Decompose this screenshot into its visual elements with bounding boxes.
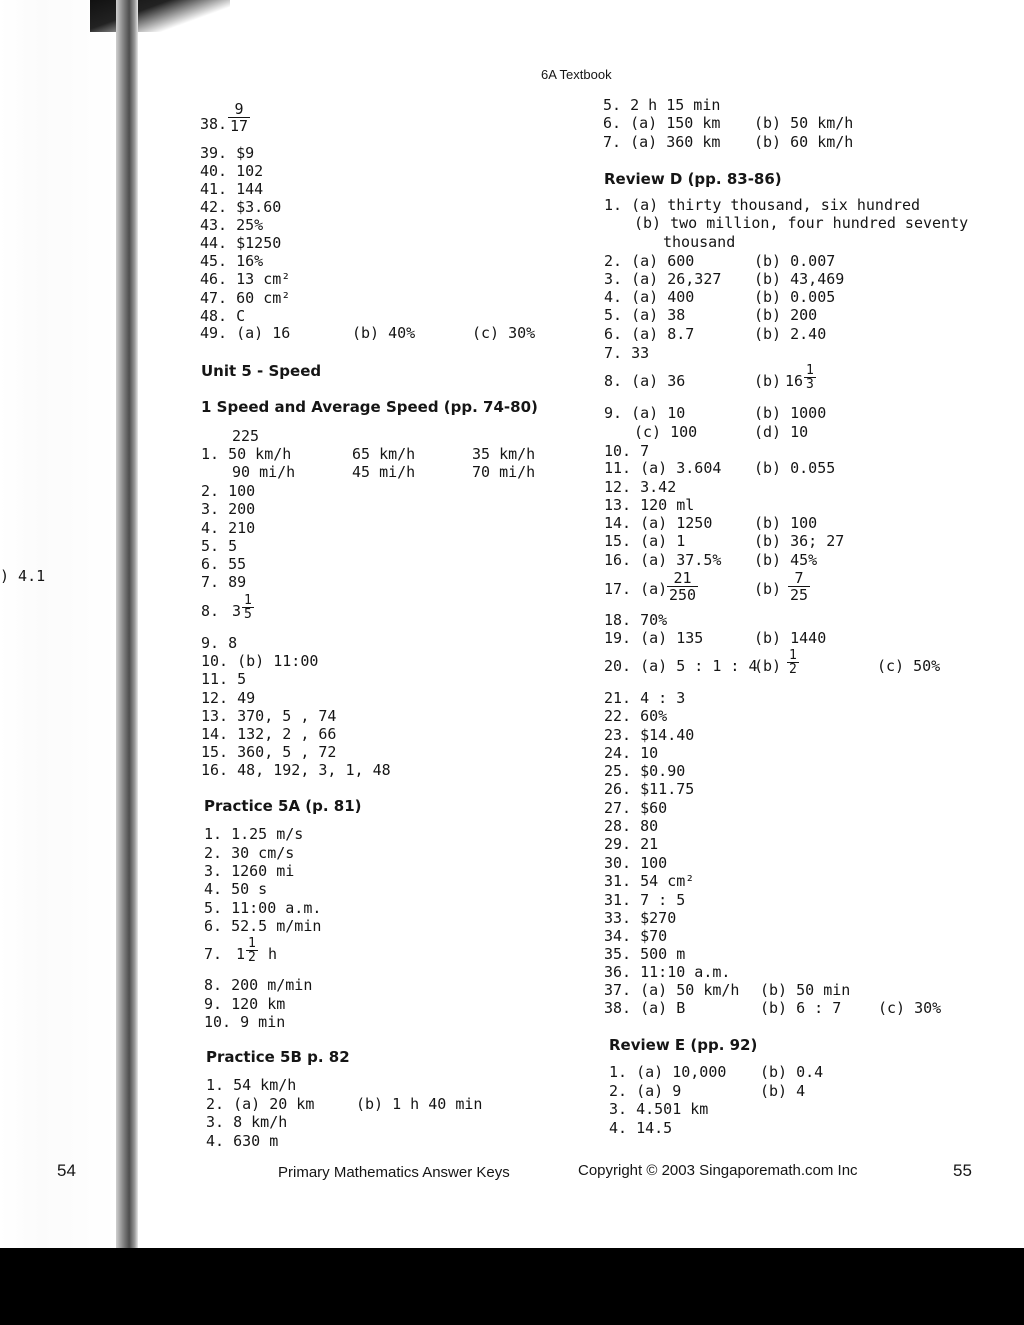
list-item-c: (c) 30%	[878, 999, 942, 1017]
list-item-b: (b) 6 : 7	[760, 999, 842, 1017]
numerator: 9	[234, 100, 244, 118]
footer-left-text: Primary Mathematics Answer Keys	[278, 1164, 510, 1181]
denominator: 5	[244, 607, 252, 622]
answer-7-whole: 1	[236, 945, 246, 963]
answer-20-b-fraction	[787, 649, 799, 676]
list-item: 5. 2 h 15 min	[603, 96, 721, 114]
binding-shadow	[90, 0, 230, 32]
list-item: 41. 144	[200, 180, 264, 198]
list-item: 22. 60%	[604, 707, 668, 725]
list-item: 1. (a) 10,000	[609, 1063, 727, 1081]
list-item: 10. 9 min	[204, 1013, 286, 1031]
list-item-b: (b) 1 h 40 min	[356, 1095, 483, 1113]
answer-8-b-fraction	[804, 364, 816, 391]
answer-7-unit: h	[268, 945, 278, 963]
list-item: 7. 89	[201, 573, 247, 591]
answer-1-row2-col2: 45 mi/h	[352, 463, 416, 481]
list-item: 10. (b) 11:00	[201, 652, 319, 670]
list-item: 16. (a) 37.5%	[604, 551, 722, 569]
list-item: 33. $270	[604, 909, 677, 927]
list-item: 15. (a) 1	[604, 532, 686, 550]
list-item: 25. $0.90	[604, 762, 686, 780]
list-item: 24. 10	[604, 744, 659, 762]
list-item: 38. (a) B	[604, 999, 686, 1017]
answer-1-col1: 1. 50 km/h	[201, 445, 292, 463]
list-item-c: (c) 100	[634, 423, 698, 441]
list-item: 4. (a) 400	[604, 288, 695, 306]
list-item-cont: (b) two million, four hundred seventy	[634, 214, 969, 232]
answer-38-label: 38.	[200, 115, 228, 133]
list-item-cont: thousand	[663, 233, 736, 251]
list-item-b: (b) 0.055	[754, 459, 836, 477]
answer-8-a: 8. (a) 36	[604, 372, 686, 390]
list-item: 5. 5	[201, 537, 238, 555]
denominator: 2	[789, 662, 797, 677]
scan-bottom-edge	[0, 1248, 1024, 1325]
answer-1-col2: 65 km/h	[352, 445, 416, 463]
list-item: 30. 100	[604, 854, 668, 872]
unit-title: Unit 5 - Speed	[201, 362, 322, 380]
list-item: 14. 132, 2 , 66	[201, 725, 337, 743]
list-item: 11. (a) 3.604	[604, 459, 722, 477]
list-item: 10. 7	[604, 442, 650, 460]
answer-1-row2-col1: 90 mi/h	[232, 463, 296, 481]
list-item: 13. 370, 5 , 74	[201, 707, 337, 725]
list-item: 47. 60 cm²	[200, 289, 291, 307]
list-item: 2. (a) 9	[609, 1082, 682, 1100]
answer-20-a: 20. (a) 5 : 1 : 4	[604, 657, 758, 675]
list-item: 15. 360, 5 , 72	[201, 743, 337, 761]
list-item: 4. 630 m	[206, 1132, 279, 1150]
list-item: 4. 50 s	[204, 880, 268, 898]
denominator: 17	[230, 117, 249, 135]
answer-1-col3: 35 km/h	[472, 445, 536, 463]
list-item: 1. (a) thirty thousand, six hundred	[604, 196, 921, 214]
list-item: 45. 16%	[200, 252, 264, 270]
list-item: 21. 4 : 3	[604, 689, 686, 707]
list-item-b: (b) 50 km/h	[754, 114, 854, 132]
answer-7-fraction	[246, 937, 258, 964]
list-item: 5. (a) 38	[604, 306, 686, 324]
list-item: 6. (a) 150 km	[603, 114, 721, 132]
denominator: 25	[790, 586, 809, 604]
numerator: 7	[794, 569, 804, 587]
answer-17-b-label: (b)	[754, 580, 782, 598]
list-item: 34. $70	[604, 927, 668, 945]
denominator: 250	[669, 586, 697, 604]
answer-8-fraction	[242, 594, 254, 621]
list-item-b: (b) 1000	[754, 404, 827, 422]
numerator: 21	[673, 569, 692, 587]
footer-copyright: Copyright © 2003 Singaporemath.com Inc	[578, 1162, 858, 1179]
numerator: 1	[806, 363, 814, 378]
page-number-left: 54	[57, 1161, 76, 1180]
list-item: 40. 102	[200, 162, 264, 180]
list-item: 2. 30 cm/s	[204, 844, 295, 862]
list-item: 9. (a) 10	[604, 404, 686, 422]
answer-49-a: 49. (a) 16	[200, 324, 291, 342]
list-item: 23. $14.40	[604, 726, 695, 744]
list-item-b: (b) 36; 27	[754, 532, 845, 550]
numerator: 1	[248, 936, 256, 951]
section-title: Review E (pp. 92)	[609, 1036, 758, 1054]
answer-1-top: 225	[232, 427, 260, 445]
list-item: 6. (a) 8.7	[604, 325, 695, 343]
list-item: 27. $60	[604, 799, 668, 817]
answer-49-c: (c) 30%	[472, 324, 536, 342]
list-item: 9. 120 km	[204, 995, 286, 1013]
list-item: 3. 1260 mi	[204, 862, 295, 880]
list-item: 3. 4.501 km	[609, 1100, 709, 1118]
list-item: 43. 25%	[200, 216, 264, 234]
list-item: 26. $11.75	[604, 780, 695, 798]
list-item-b: (b) 50 min	[760, 981, 851, 999]
page-number-right: 55	[953, 1161, 972, 1180]
list-item-d: (d) 10	[754, 423, 809, 441]
answer-8-b-label: (b)	[754, 372, 782, 390]
list-item-b: (b) 200	[754, 306, 818, 324]
section-title: 1 Speed and Average Speed (pp. 74-80)	[201, 398, 538, 416]
answer-17-label: 17. (a)	[604, 580, 668, 598]
page-header: 6A Textbook	[541, 67, 612, 82]
list-item: 3. 8 km/h	[206, 1113, 288, 1131]
section-title: Practice 5B p. 82	[206, 1048, 350, 1066]
list-item: 9. 8	[201, 634, 238, 652]
book-spine	[116, 0, 138, 1255]
list-item-b: (b) 0.4	[760, 1063, 824, 1081]
list-item: 1. 54 km/h	[206, 1076, 297, 1094]
list-item: 11. 5	[201, 670, 247, 688]
answer-17-b-fraction	[788, 570, 810, 603]
list-item-b: (b) 43,469	[754, 270, 845, 288]
list-item: 3. 200	[201, 500, 256, 518]
answer-20-b-label: (b)	[754, 657, 782, 675]
list-item: 13. 120 ml	[604, 496, 695, 514]
list-item: 39. $9	[200, 144, 255, 162]
list-item: 31. 54 cm²	[604, 872, 695, 890]
section-title: Review D (pp. 83-86)	[604, 170, 782, 188]
list-item: 19. (a) 135	[604, 629, 704, 647]
denominator: 3	[806, 377, 814, 392]
list-item: 16. 48, 192, 3, 1, 48	[201, 761, 391, 779]
list-item: 48. C	[200, 307, 246, 325]
section-title: Practice 5A (p. 81)	[204, 797, 362, 815]
list-item: 5. 11:00 a.m.	[204, 899, 322, 917]
answer-38-fraction	[228, 101, 250, 134]
answer-8-label: 8.	[201, 602, 220, 620]
list-item: 44. $1250	[200, 234, 282, 252]
answer-8-b-whole: 16	[785, 372, 804, 390]
list-item: 29. 21	[604, 835, 659, 853]
list-item-b: (b) 2.40	[754, 325, 827, 343]
list-item: 35. 500 m	[604, 945, 686, 963]
answer-17-a-fraction	[667, 570, 698, 603]
list-item: 31. 7 : 5	[604, 891, 686, 909]
list-item: 42. $3.60	[200, 198, 282, 216]
list-item: 12. 49	[201, 689, 256, 707]
list-item-b: (b) 45%	[754, 551, 818, 569]
numerator: 1	[244, 593, 252, 608]
list-item-b: (b) 4	[760, 1082, 806, 1100]
margin-fragment: ) 4.1	[0, 567, 46, 585]
numerator: 1	[789, 648, 797, 663]
list-item-b: (b) 100	[754, 514, 818, 532]
denominator: 2	[248, 950, 256, 965]
list-item-b: (b) 0.007	[754, 252, 836, 270]
list-item: 2. (a) 600	[604, 252, 695, 270]
list-item: 2. 100	[201, 482, 256, 500]
list-item: 4. 14.5	[609, 1119, 673, 1137]
list-item-b: (b) 0.005	[754, 288, 836, 306]
list-item-b: (b) 60 km/h	[754, 133, 854, 151]
answer-1-row2-col3: 70 mi/h	[472, 463, 536, 481]
list-item: 46. 13 cm²	[200, 270, 291, 288]
answer-49-b: (b) 40%	[352, 324, 416, 342]
list-item: 6. 55	[201, 555, 247, 573]
answer-20-c: (c) 50%	[877, 657, 941, 675]
list-item: 14. (a) 1250	[604, 514, 713, 532]
answer-7-label: 7.	[204, 945, 223, 963]
list-item: 36. 11:10 a.m.	[604, 963, 731, 981]
list-item: 12. 3.42	[604, 478, 677, 496]
list-item: 2. (a) 20 km	[206, 1095, 315, 1113]
answer-8-whole: 3	[232, 602, 242, 620]
list-item: 6. 52.5 m/min	[204, 917, 322, 935]
list-item: 4. 210	[201, 519, 256, 537]
list-item: 18. 70%	[604, 611, 668, 629]
list-item: 7. 33	[604, 344, 650, 362]
list-item: 7. (a) 360 km	[603, 133, 721, 151]
list-item: 3. (a) 26,327	[604, 270, 722, 288]
list-item: 8. 200 m/min	[204, 976, 313, 994]
list-item: 37. (a) 50 km/h	[604, 981, 740, 999]
list-item: 28. 80	[604, 817, 659, 835]
list-item: 1. 1.25 m/s	[204, 825, 304, 843]
list-item-b: (b) 1440	[754, 629, 827, 647]
